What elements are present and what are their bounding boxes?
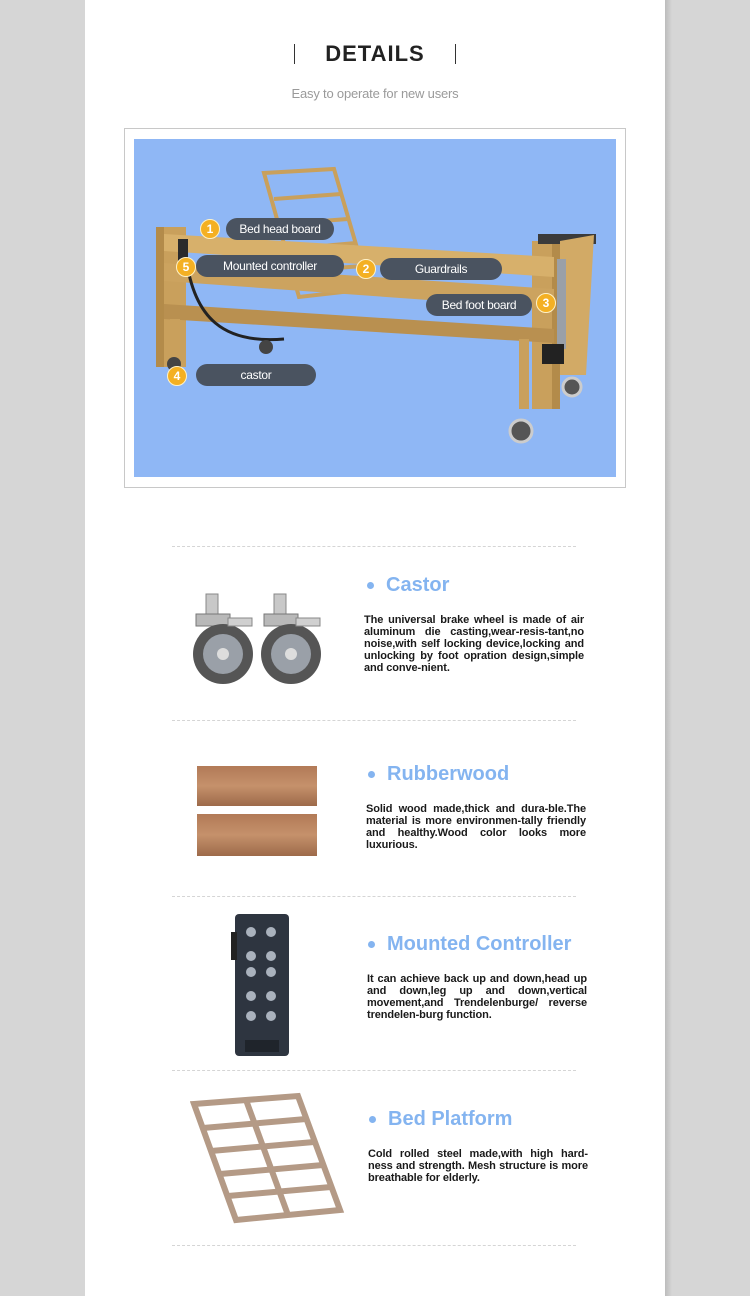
bed-overview-image [134, 139, 616, 477]
callout-bed-head-board: Bed head board [226, 218, 334, 240]
page-subtitle: Easy to operate for new users [291, 86, 459, 101]
bullet-dot-icon [368, 771, 375, 778]
feature-title-text: Rubberwood [387, 763, 510, 785]
hero-image-frame [124, 128, 626, 488]
feature-title-bed-platform [369, 1108, 512, 1131]
bullet-dot-icon [367, 582, 374, 589]
feature-title-rubberwood [368, 763, 509, 786]
wood-planks-image [195, 764, 319, 860]
divider [172, 1245, 576, 1246]
feature-title-castor [367, 574, 449, 597]
header [85, 41, 665, 66]
detail-page [85, 0, 665, 1296]
bullet-dot-icon [369, 1116, 376, 1123]
divider [172, 720, 576, 721]
callout-castor: castor [196, 364, 316, 386]
bullet-dot-icon [368, 941, 375, 948]
callout-number: 3 [536, 293, 556, 313]
callout-bed-foot-board: Bed foot board [426, 294, 532, 316]
feature-description-bed-platform: Cold rolled steel made,with high hard-ness and strength. Mesh structure is more breathable for elderly. [368, 1148, 588, 1184]
callout-number: 4 [167, 366, 187, 386]
feature-title-text: Mounted Controller [387, 933, 572, 955]
feature-description-mounted-controller: It can achieve back up and down,head up and down,leg up and down,vertical movement,and Trendelenburge/ reverse trendelen-burg function. [367, 973, 587, 1021]
feature-title-text: Bed Platform [388, 1108, 513, 1130]
steel-mesh-platform-image [190, 1092, 345, 1224]
castor-wheels-image [188, 588, 328, 688]
feature-title-mounted-controller [368, 933, 571, 956]
page-shadow [665, 0, 672, 1296]
callout-guardrails: Guardrails [380, 258, 502, 280]
remote-controller-image [231, 912, 293, 1058]
callout-number: 5 [176, 257, 196, 277]
callout-mounted-controller: Mounted controller [196, 255, 344, 277]
feature-title-text: Castor [386, 574, 450, 596]
page-title: DETAILS [294, 44, 455, 64]
feature-description-rubberwood: Solid wood made,thick and dura-ble.The material is more environmen-tally friendly and healthy.Wood color looks more luxurious. [366, 803, 586, 851]
feature-description-castor: The universal brake wheel is made of air aluminum die casting,wear-resis-tant,no noise,with self locking device,locking and unlocking by foot opration design,simple and conve-nient. [364, 614, 584, 674]
callout-number: 1 [200, 219, 220, 239]
divider [172, 896, 576, 897]
callout-number: 2 [356, 259, 376, 279]
divider [172, 546, 576, 547]
divider [172, 1070, 576, 1071]
